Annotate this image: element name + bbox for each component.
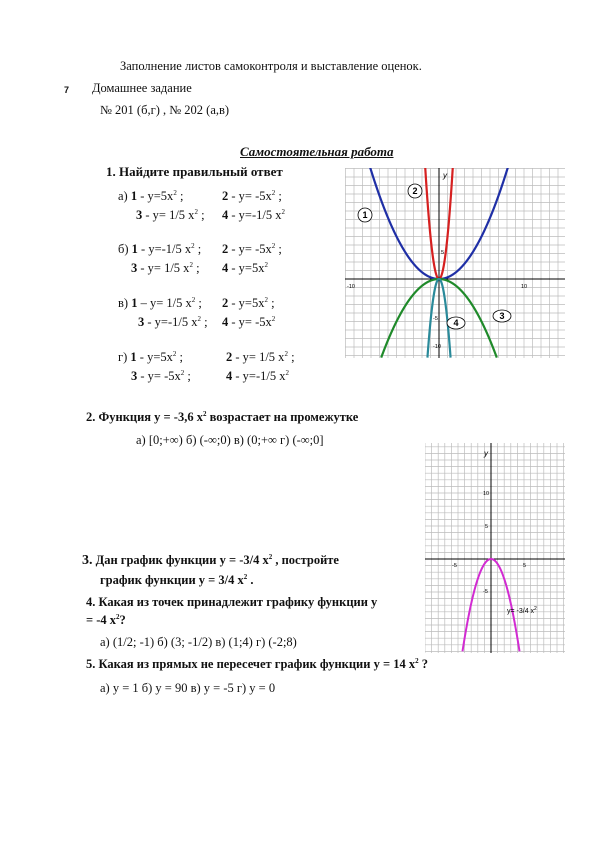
formula-exponent: 2: [281, 207, 285, 216]
graph-1-tick-right: 10: [521, 284, 528, 290]
formula-end: ;: [184, 369, 191, 383]
q4-line-1: 4. Какая из точек принадлежит графику функции у: [86, 595, 378, 609]
graph-1-tick-bottom: -10: [433, 344, 441, 350]
q4-line-2-text-end: ?: [119, 613, 126, 627]
variant-letter: г): [118, 350, 131, 364]
formula-text: - y= 1/5 x: [232, 350, 285, 364]
graph-2-tick-left: -5: [452, 563, 457, 569]
formula-exponent: 2: [191, 241, 195, 250]
formula-end: ;: [200, 315, 208, 329]
formula-text: - y=-1/5 x: [144, 315, 198, 329]
formula-number: 2: [222, 242, 229, 256]
formula-group-2: [222, 296, 275, 311]
formula-end: ;: [176, 350, 183, 364]
graph-2: [425, 443, 565, 653]
homework-tasks: № 201 (б,г) , № 202 (а,в): [100, 103, 230, 117]
formula-exponent: 2: [173, 188, 177, 197]
formula-group-4: [226, 369, 289, 384]
formula-group-4: [222, 261, 268, 276]
graph-2-y-label: y: [484, 449, 488, 458]
formula-number: 3: [131, 369, 138, 383]
formula-number: 4: [222, 261, 229, 275]
formula-end: ;: [275, 242, 282, 256]
formula-end: ;: [194, 242, 202, 256]
formula-text: - y= -5x: [228, 315, 272, 329]
variant-letter: а): [118, 189, 131, 203]
formula-group-4: [222, 208, 285, 223]
q1-heading: 1. Найдите правильный ответ: [106, 164, 283, 179]
q1-variant-line-2: [131, 368, 289, 384]
formula-exponent: 2: [271, 188, 276, 197]
formula-end: ;: [275, 189, 282, 203]
graph-1-tick-left: -10: [347, 284, 355, 290]
graph-1-tick-top: 5: [441, 250, 445, 256]
formula-text: - y=-1/5 x: [228, 208, 282, 222]
formula-group-2: [222, 189, 282, 204]
formula-end: ;: [195, 296, 202, 310]
formula-number: 2: [222, 296, 229, 310]
q1-variant-line-2: [131, 260, 268, 276]
q4-line-2-exponent: 2: [116, 612, 120, 621]
q3-line-1-text: Дан график функции у = -3/4 х: [92, 553, 269, 567]
formula-text: - y= 1/5 x: [142, 208, 195, 222]
graph-2-tick-right: 5: [523, 563, 527, 569]
formula-number: 4: [222, 208, 229, 222]
formula-text: - y=5x: [228, 296, 265, 310]
formula-text: - y= 1/5 x: [137, 261, 190, 275]
formula-group-2: [226, 350, 295, 365]
formula-group-4: [222, 315, 275, 330]
q2-heading-text: 2. Функция у = -3,6 х: [86, 410, 203, 424]
formula-number: 1: [130, 350, 137, 364]
formula-text: - y=5x: [228, 261, 265, 275]
formula-exponent: 2: [271, 241, 276, 250]
formula-text: - y= -5x: [228, 189, 272, 203]
formula-exponent: 2: [189, 260, 193, 269]
list-number: 7: [64, 85, 70, 95]
q5-heading: [86, 657, 428, 672]
q1-variant-line-1: [118, 295, 275, 311]
formula-group-2: [222, 242, 282, 257]
formula-number: 1: [130, 189, 138, 203]
q2-heading-text-end: возрастает на промежутке: [206, 410, 359, 424]
formula-text: - y=5x: [136, 350, 173, 364]
formula-number: 2: [222, 189, 229, 203]
graph-2-tick-5: 5: [485, 524, 489, 530]
formula-end: ;: [192, 261, 200, 275]
q5-heading-text: 5. Какая из прямых не пересечет график функции у = 14 х: [86, 657, 416, 671]
formula-text: - y= -5x: [228, 242, 272, 256]
formula-exponent: 2: [271, 314, 276, 323]
q3-line-2-text-end: .: [247, 573, 254, 587]
q5-options: а) у = 1 б) у = 90 в) у = -5 г) у = 0: [100, 681, 276, 695]
graph-1-label-3: 3: [499, 311, 505, 321]
formula-exponent: 2: [180, 368, 185, 377]
graph-1-background: [345, 168, 565, 358]
graph-1-label-2: 2: [412, 186, 418, 196]
formula-end: ;: [176, 189, 184, 203]
q1-variant-line-2: [138, 314, 276, 330]
q3-line-1-exponent: 2: [268, 552, 273, 561]
q3-line-2: [100, 573, 254, 588]
formula-end: ;: [197, 208, 205, 222]
graph-2-curve-label-exponent: 2: [534, 606, 537, 612]
q2-heading: [86, 410, 358, 425]
homework-label: Домашнее задание: [92, 81, 192, 95]
formula-text: - y=-1/5 x: [232, 369, 286, 383]
page-title: Самостоятельная работа: [240, 144, 394, 159]
formula-exponent: 2: [264, 260, 268, 269]
formula-number: 3: [131, 261, 138, 275]
q1-variant-line-1: [118, 188, 282, 204]
intro-line: Заполнение листов самоконтроля и выставление оценок.: [120, 59, 422, 73]
formula-text: - y=-1/5 x: [137, 242, 192, 256]
q2-options: а) [0;+∞) б) (-∞;0) в) (0;+∞ г) (-∞;0]: [136, 433, 324, 447]
formula-text: – y= 1/5 x: [137, 296, 192, 310]
formula-end: ;: [267, 296, 275, 310]
graph-2-tick-10: 10: [483, 491, 490, 497]
formula-end: ;: [287, 350, 295, 364]
graph-2-curve-label-text: y= -3/4 x: [507, 608, 535, 615]
graph-1-label-1: 1: [362, 210, 368, 220]
formula-exponent: 2: [285, 368, 289, 377]
variant-letter: б): [118, 242, 132, 256]
formula-text: - y=5x: [137, 189, 174, 203]
formula-text: - y= -5x: [137, 369, 181, 383]
formula-number: 4: [226, 369, 233, 383]
q2-heading-exponent: 2: [202, 409, 207, 418]
q1-variant-line-2: [136, 207, 285, 223]
formula-number: 2: [226, 350, 233, 364]
q3-number: 3.: [82, 553, 93, 568]
q4-line-2-text: = -4 х: [86, 613, 117, 627]
q5-heading-exponent: 2: [415, 656, 419, 665]
formula-number: 3: [136, 208, 143, 222]
formula-number: 3: [138, 315, 145, 329]
graph-2-tick-neg5: -5: [483, 589, 488, 595]
q5-heading-text-end: ?: [418, 657, 428, 671]
q1-variant-line-1: [118, 349, 295, 365]
formula-exponent: 2: [191, 295, 196, 304]
formula-exponent: 2: [172, 349, 177, 358]
graph-1-tick-neg5: -5: [433, 316, 438, 322]
q3-line-2-text: график функции у = 3/4 х: [100, 573, 244, 587]
formula-number: 4: [222, 315, 229, 329]
q1-variant-line-1: [118, 241, 282, 257]
q3-line-1: [82, 553, 339, 569]
formula-number: 1: [131, 296, 138, 310]
q4-line-2: [86, 613, 126, 628]
variant-letter: в): [118, 296, 132, 310]
formula-exponent: 2: [284, 349, 288, 358]
q3-line-2-exponent: 2: [243, 572, 248, 581]
graph-1: [345, 168, 565, 358]
graph-2-curve-label: [507, 606, 537, 615]
graph-1-label-4: 4: [453, 318, 459, 328]
formula-exponent: 2: [264, 295, 268, 304]
graph-1-y-label: y: [443, 171, 447, 180]
formula-exponent: 2: [197, 314, 201, 323]
formula-exponent: 2: [194, 207, 198, 216]
q3-line-1-text-end: , постройте: [272, 553, 339, 567]
formula-number: 1: [131, 242, 138, 256]
q4-options: а) (1/2; -1) б) (3; -1/2) в) (1;4) г) (-2;8): [100, 635, 297, 649]
